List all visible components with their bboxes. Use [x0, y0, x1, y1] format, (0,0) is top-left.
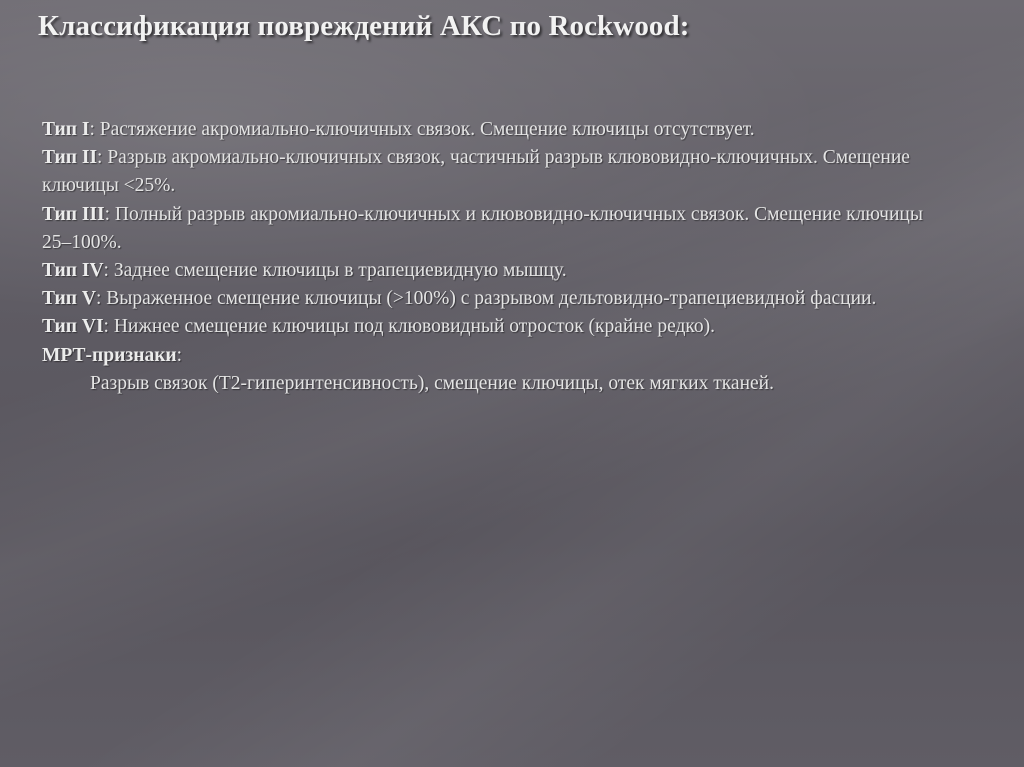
type-1-entry — [42, 116, 942, 144]
type-5-entry — [42, 285, 942, 313]
type-6-entry — [42, 313, 942, 341]
type-2-entry — [42, 144, 942, 200]
type-5-label: Тип V — [42, 288, 96, 310]
type-4-entry — [42, 257, 942, 285]
type-3-label: Тип III — [42, 203, 105, 225]
type-2-text: : Разрыв акромиально-ключичных связок, частичный разрыв клювовидно-ключичных. Смещение ключицы <25%. — [42, 147, 910, 197]
mri-heading — [42, 342, 942, 370]
slide-title: Классификация повреждений АКС по Rockwood: — [38, 10, 690, 42]
mri-label: МРТ-признаки — [42, 344, 177, 366]
type-3-entry — [42, 201, 942, 257]
mri-text: Разрыв связок (Т2-гиперинтенсивность), смещение ключицы, отек мягких тканей. — [90, 372, 774, 394]
slide-body — [42, 116, 942, 398]
type-1-label: Тип I — [42, 119, 90, 140]
type-6-label: Тип VI — [42, 316, 104, 338]
type-4-label: Тип IV — [42, 260, 104, 282]
mri-colon: : — [176, 344, 183, 366]
type-5-text: : Выраженное смещение ключицы (>100%) с разрывом дельтовидно-трапециевидной фасции. — [95, 288, 877, 310]
type-1-text: : Растяжение акромиально-ключичных связок. Смещение ключицы отсутствует. — [89, 119, 755, 140]
type-2-label: Тип II — [42, 147, 98, 169]
type-3-text: : Полный разрыв акромиально-ключичных и клювовидно-ключичных связок. Смещение ключицы 25–100%. — [42, 203, 923, 253]
type-4-text: : Заднее смещение ключицы в трапециевидную мышцу. — [103, 260, 567, 282]
type-6-text: : Нижнее смещение ключицы под клювовидный отросток (крайне редко). — [103, 316, 715, 338]
